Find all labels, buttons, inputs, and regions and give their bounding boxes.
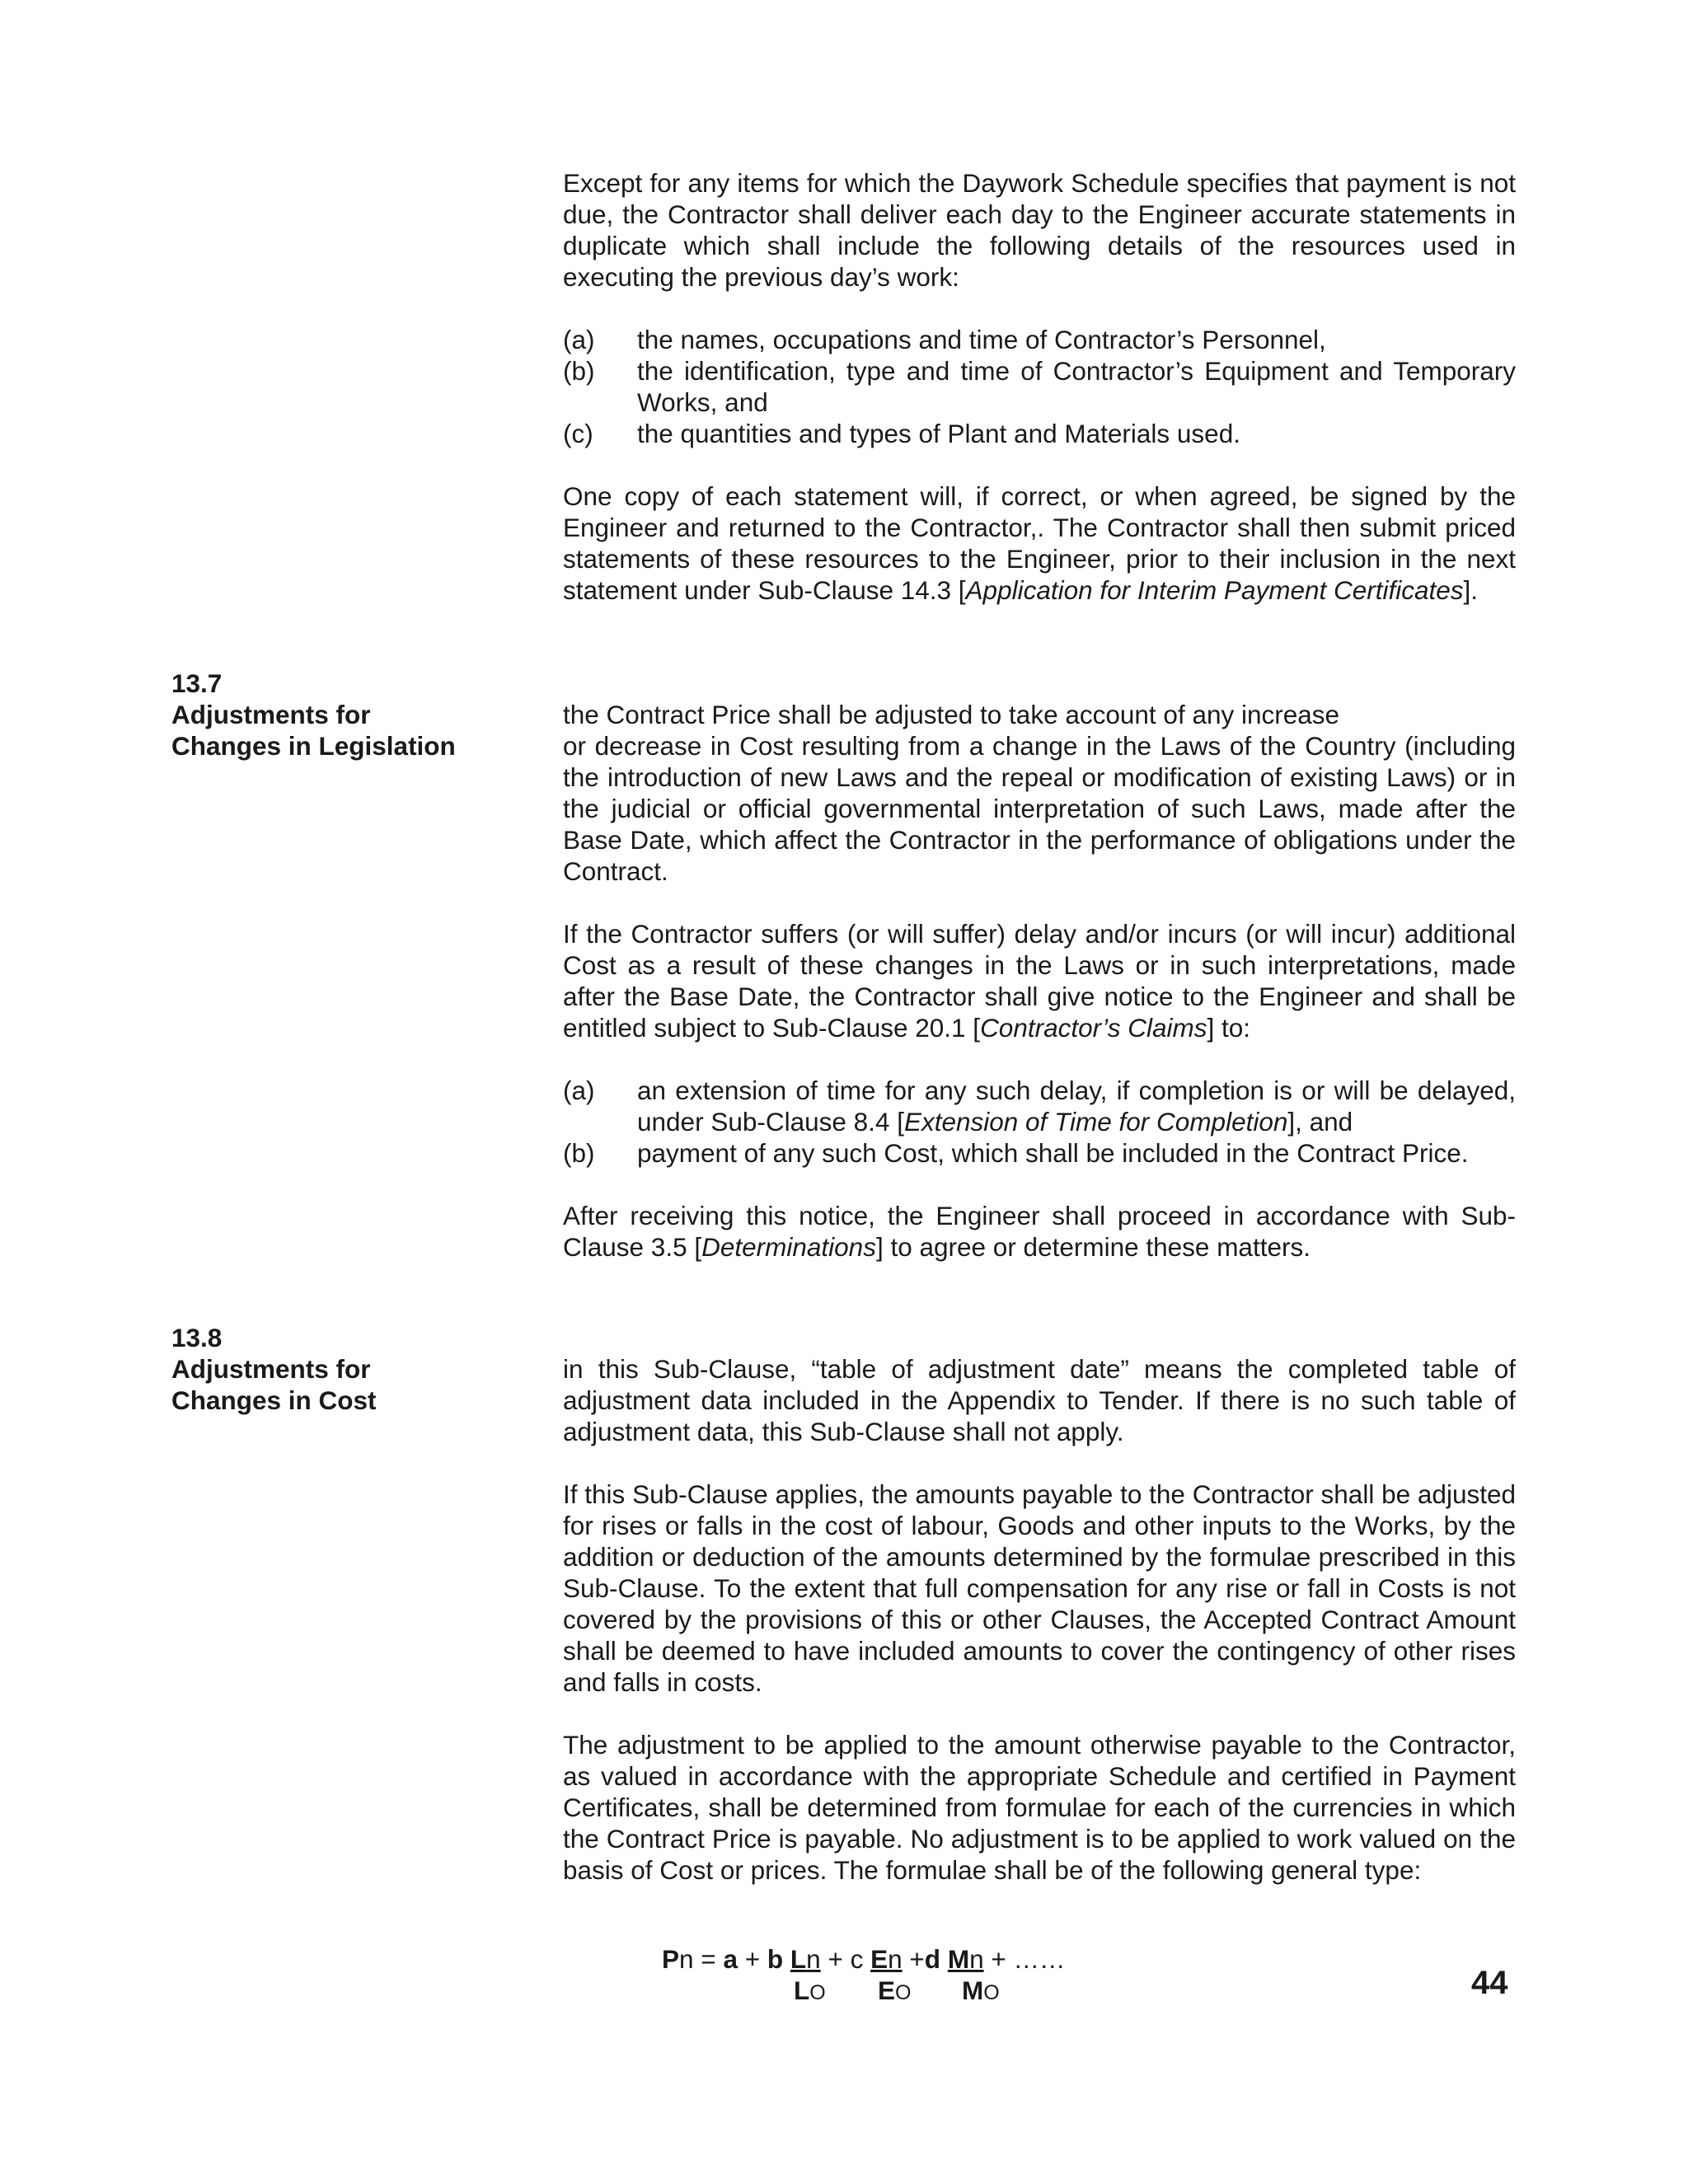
adjustment-formula: [662, 1943, 1066, 2006]
formula-term: P: [662, 1944, 680, 1974]
text-run: ].: [1463, 575, 1479, 605]
text-run: One copy of each statement will, if correct, or when agreed, be signed by the Engineer and returned to the Contractor,. The Contractor shall then submit priced statements of these resources to the Engineer, prior to their inclusion in the next statement under Sub-Clause 14.3 [: [563, 481, 1516, 605]
formula-fraction-materials: [948, 1944, 984, 1974]
list-item-label: (a): [563, 1076, 595, 1105]
formula-fraction-labour: [790, 1944, 821, 1974]
formula-term: M: [947, 1944, 970, 1974]
list-item-text: payment of any such Cost, which shall be included in the Contract Price.: [637, 1138, 1469, 1168]
formula-subscript: O: [809, 1981, 826, 2004]
formula-subscript: n: [806, 1944, 821, 1974]
formula-operator: + c: [820, 1944, 871, 1974]
section-13-8-paragraph-1: in this Sub-Clause, “table of adjustment date” means the completed table of adjustment data included in the Appendix to Tender. If there is no such table of adjustment data, this Sub-Clause shall not apply.: [563, 1354, 1516, 1446]
formula-denominator: [962, 1975, 1000, 2008]
text-run: If the Contractor suffers (or will suffer) delay and/or incurs (or will incur) additional Cost as a result of these changes in the Laws or in such interpretations, made after the Base Date, the Contractor shall give notice to the Engineer and shall be entitled subject to Sub-Clause 20.1 [: [563, 919, 1516, 1043]
daywork-details-list: [563, 324, 1516, 449]
formula-subscript: O: [895, 1981, 912, 2004]
formula-term: M: [962, 1975, 984, 2005]
section-13-8-heading: [171, 1322, 518, 1416]
text-run: ], and: [1287, 1107, 1353, 1137]
italic-reference: Determinations: [701, 1232, 876, 1262]
section-number: 13.7: [171, 668, 223, 698]
formula-term: d: [924, 1944, 941, 1974]
italic-reference: Extension of Time for Completion: [903, 1107, 1288, 1137]
section-title-line: Changes in Legislation: [171, 731, 456, 761]
list-item: [563, 418, 1516, 449]
section-title-line: Adjustments for: [171, 1354, 371, 1384]
section-13-8-paragraph-2: If this Sub-Clause applies, the amounts payable to the Contractor shall be adjusted for rises or falls in the cost of labour, Goods and other inputs to the Works, by the addition or deduction of the amounts determined by the formulae prescribed in this Sub-Clause. To the extent that full compensation for any rise or fall in Costs is not covered by the provisions of this or other Clauses, the Accepted Contract Amount shall be deemed to have included amounts to cover the contingency of other rises and falls in costs.: [563, 1479, 1516, 1697]
text-run: ] to:: [1207, 1013, 1251, 1043]
list-item-text: the identification, type and time of Contractor’s Equipment and Temporary Works, and: [637, 356, 1516, 417]
formula-term: E: [870, 1944, 889, 1974]
formula-subscript: n: [679, 1944, 694, 1974]
section-title-line: Changes in Cost: [171, 1385, 377, 1415]
list-item: [563, 1137, 1516, 1169]
formula-term: b: [767, 1944, 784, 1974]
formula-denominator-line: [662, 1975, 1066, 2006]
list-item: [563, 324, 1516, 355]
text-run: an extension of time for any such delay, if completion is or will be delayed, under Sub-Clause 8.4 [: [637, 1076, 1516, 1137]
section-number: 13.8: [171, 1323, 223, 1352]
formula-subscript: O: [983, 1981, 1000, 2004]
formula-operator: +: [902, 1944, 925, 1974]
section-13-7-body: [563, 699, 1516, 1263]
section-13-7-heading: [171, 668, 518, 762]
entitlements-list: [563, 1075, 1516, 1169]
formula-operator: +: [737, 1944, 767, 1974]
intro-paragraph-2: [563, 480, 1516, 606]
section-13-7-paragraph-2: [563, 918, 1516, 1043]
formula-numerator-line: [662, 1943, 1066, 1975]
section-13-7-paragraph-1: [563, 699, 1516, 887]
section-13-8-paragraph-3: The adjustment to be applied to the amount otherwise payable to the Contractor, as valued in accordance with the appropriate Schedule and certified in Payment Certificates, shall be determined from formulae for each of the currencies in which the Contract Price is payable. No adjustment is to be applied to work valued on the basis of Cost or prices. The formulae shall be of the following general type:: [563, 1730, 1516, 1885]
section-13-7-paragraph-3: [563, 1200, 1516, 1263]
text-run: ] to agree or determine these matters.: [875, 1232, 1311, 1262]
list-item-label: (a): [563, 325, 595, 354]
formula-fraction-equipment: [870, 1944, 903, 1974]
section-title-line: Adjustments for: [171, 700, 371, 729]
list-item-label: (b): [563, 356, 595, 386]
list-item-text: [637, 1075, 1516, 1137]
formula-term: E: [878, 1975, 896, 2005]
formula-operator: =: [693, 1944, 724, 1974]
text-run: the Contract Price shall be adjusted to take account of any increase: [563, 700, 1340, 729]
section-13-8-body: [563, 1353, 1516, 1886]
formula-ellipsis: + ……: [983, 1944, 1066, 1974]
list-item-text: the names, occupations and time of Contractor’s Personnel,: [637, 325, 1326, 354]
formula-subscript: n: [888, 1944, 903, 1974]
formula-term: L: [790, 1944, 807, 1974]
formula-term: a: [723, 1944, 738, 1974]
formula-denominator: [794, 1975, 826, 2008]
list-item-label: (b): [563, 1138, 595, 1168]
formula-denominator: [878, 1975, 911, 2008]
formula-term: L: [794, 1975, 810, 2005]
formula-subscript: n: [969, 1944, 984, 1974]
page-number: 44: [1471, 1965, 1508, 2001]
italic-reference: Contractor’s Claims: [980, 1013, 1207, 1043]
list-item: [563, 355, 1516, 418]
text-run: or decrease in Cost resulting from a change in the Laws of the Country (including the introduction of new Laws and the repeal or modification of existing Laws) or in the judicial or official governmental interpretation of such Laws, made after the Base Date, which affect the Contractor in the performance of obligations under the Contract.: [563, 731, 1516, 886]
intro-block: [563, 167, 1516, 606]
list-item-label: (c): [563, 419, 593, 448]
italic-reference: Application for Interim Payment Certificates: [965, 575, 1464, 605]
list-item-text: the quantities and types of Plant and Materials used.: [637, 419, 1240, 448]
list-item: [563, 1075, 1516, 1137]
intro-paragraph-1: Except for any items for which the Daywork Schedule specifies that payment is not due, the Contractor shall deliver each day to the Engineer accurate statements in duplicate which shall include the following details of the resources used in executing the previous day’s work:: [563, 168, 1516, 292]
text-run: After receiving this notice, the Engineer shall proceed in accordance with Sub-Clause 3.5 [: [563, 1201, 1516, 1262]
